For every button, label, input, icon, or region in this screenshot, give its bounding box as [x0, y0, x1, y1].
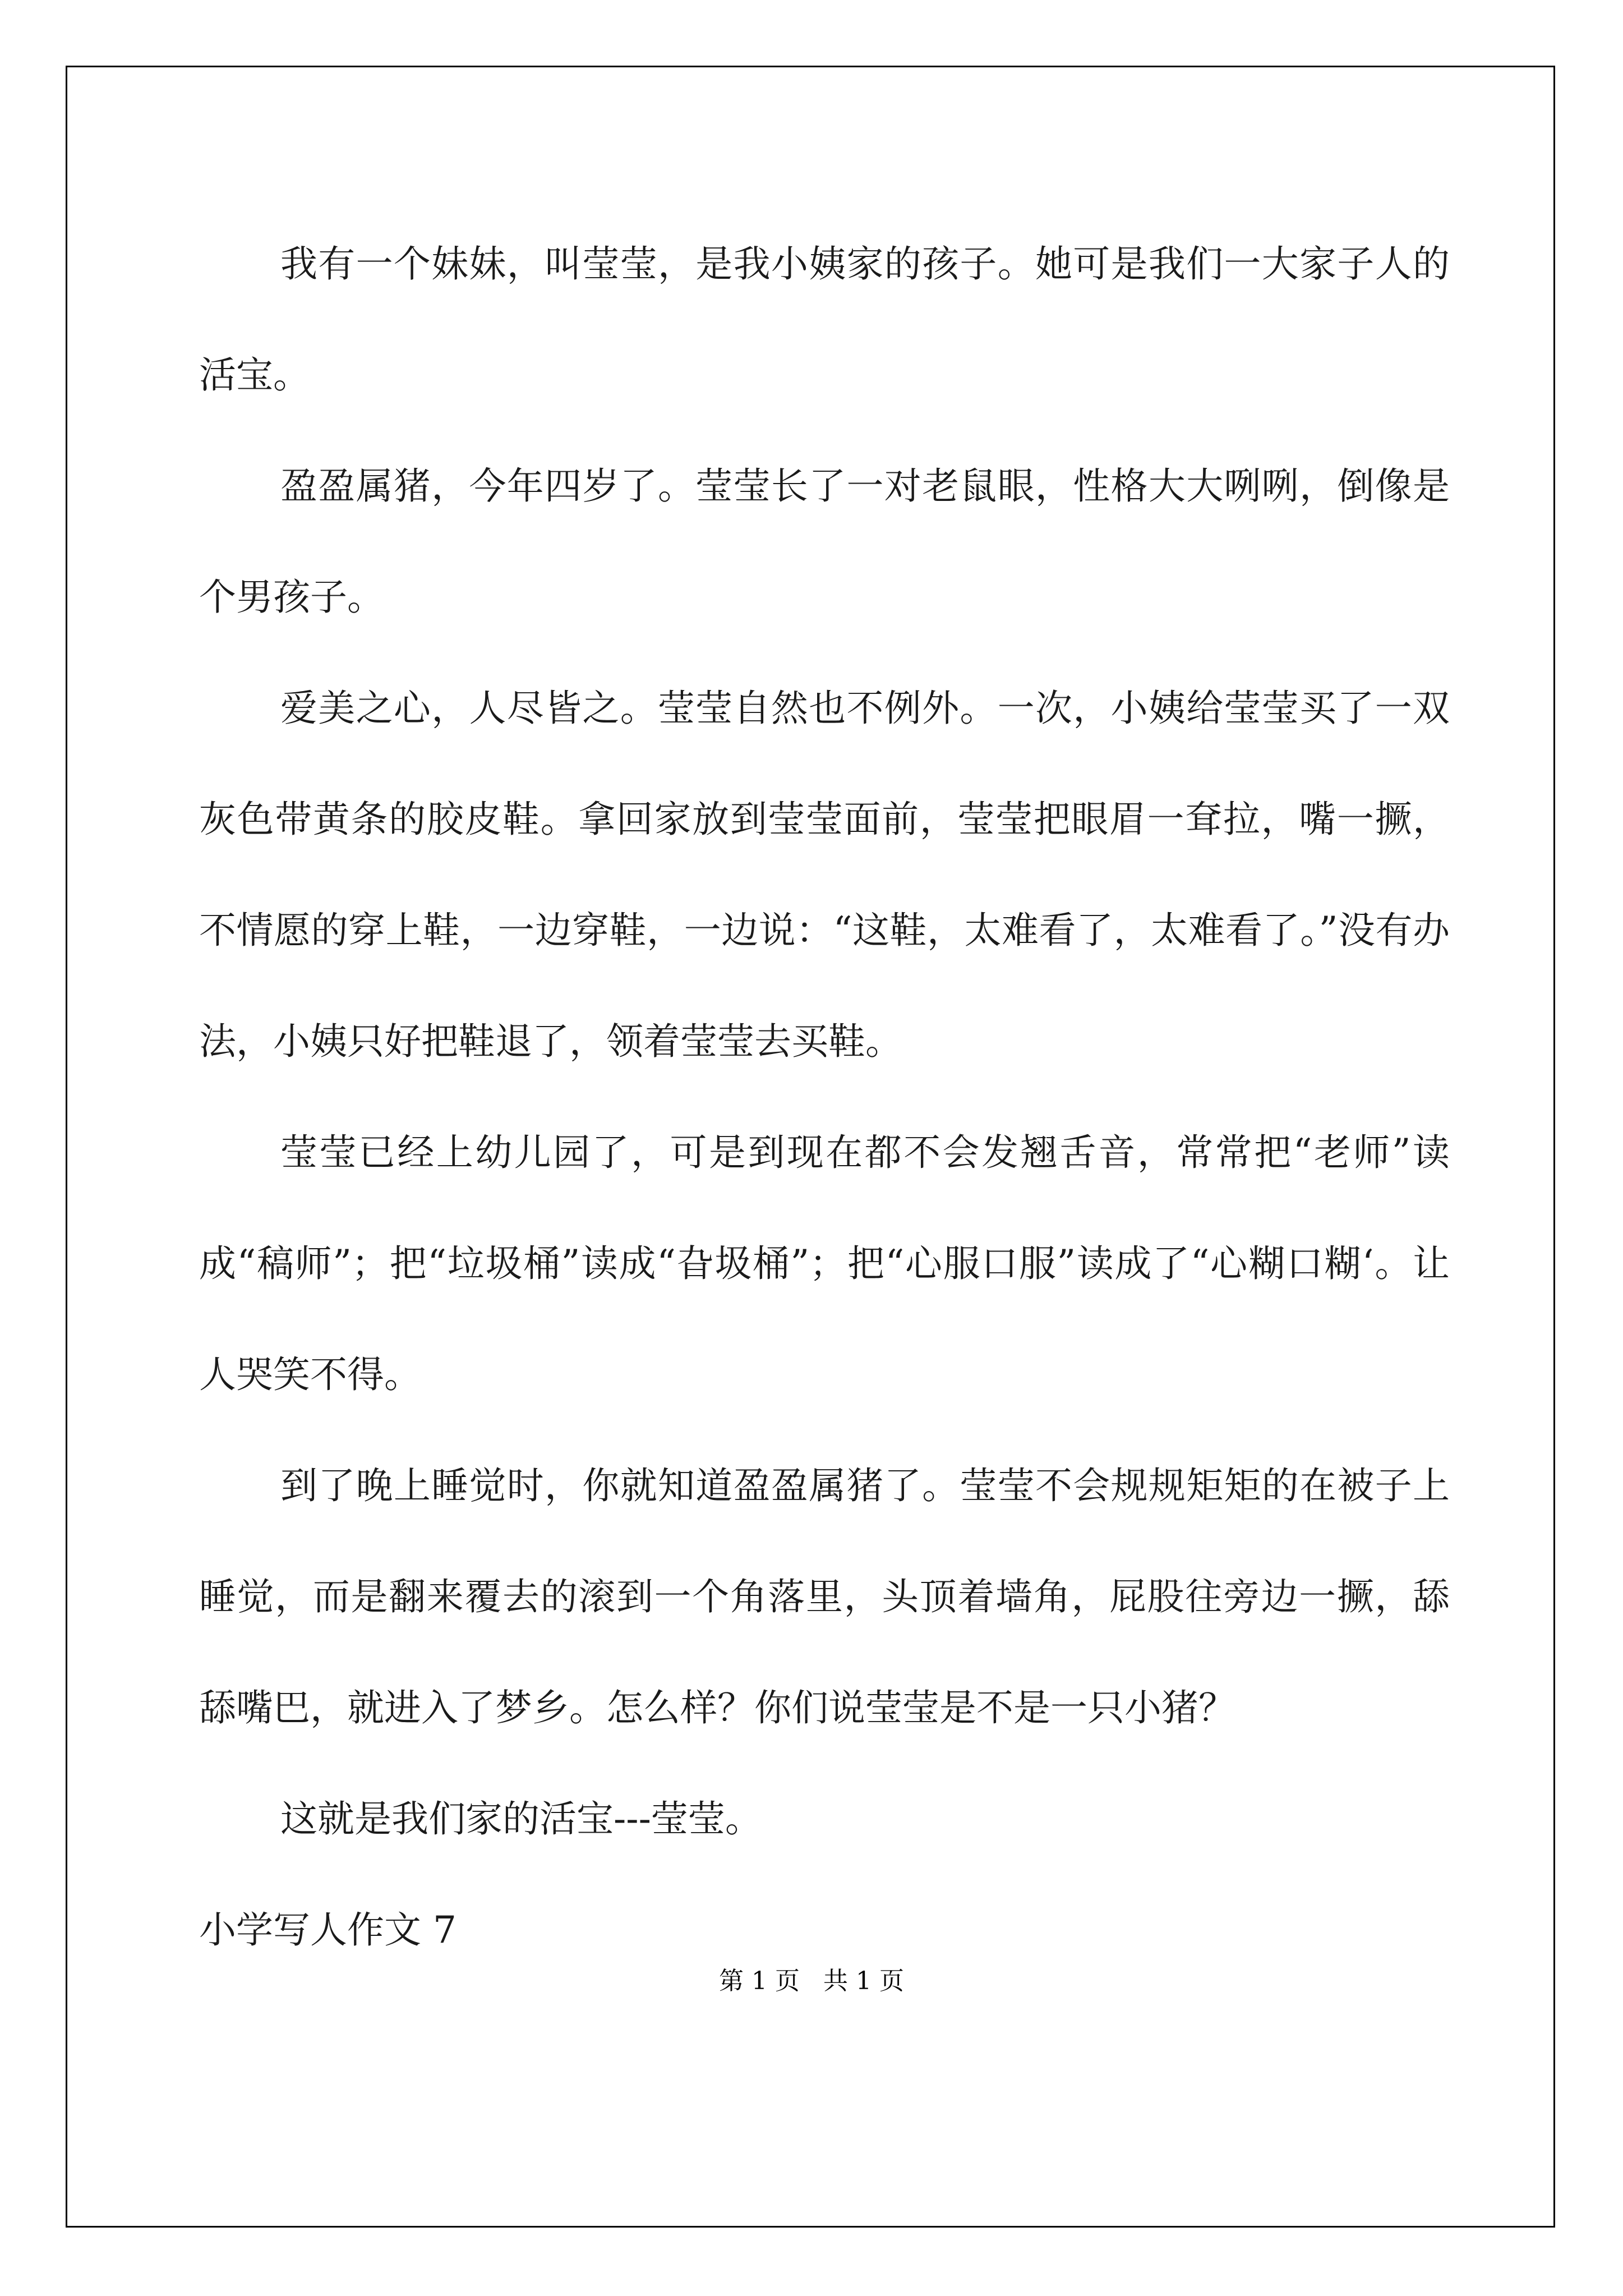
- page-number-footer: 第 1 页 共 1 页: [719, 1967, 904, 1995]
- paragraph-5: 到了晚上睡觉时，你就知道盈盈属猪了。莹莹不会规规矩矩的在被子上睡觉，而是翻来覆去的滚到一个角落里，头顶着墙角，屁股往旁边一撅，舔舔嘴巴，就进入了梦乡。怎么样？你们说莹莹是不是一只小猪？: [199, 1464, 1450, 1729]
- paragraph-1: 我有一个妹妹，叫莹莹，是我小姨家的孩子。她可是我们一大家子人的活宝。: [199, 242, 1450, 397]
- paragraph-6: 这就是我们家的活宝---莹莹。: [280, 1797, 762, 1841]
- paragraph-2: 盈盈属猪，今年四岁了。莹莹长了一对老鼠眼，性格大大咧咧，倒像是个男孩子。: [199, 464, 1450, 619]
- next-essay-title: 小学写人作文 7: [199, 1908, 457, 1952]
- paragraph-3: 爱美之心，人尽皆之。莹莹自然也不例外。一次，小姨给莹莹买了一双灰色带黄条的胶皮鞋。拿回家放到莹莹面前，莹莹把眼眉一耷拉，嘴一撅，不情愿的穿上鞋，一边穿鞋，一边说：“这鞋，太难看了，太难看了。”没有办法，小姨只好把鞋退了，领着莹莹去买鞋。: [199, 687, 1450, 1063]
- document-body: [199, 209, 1450, 1986]
- paragraph-4: 莹莹已经上幼儿园了，可是到现在都不会发翘舌音，常常把“老师”读成“稿师”；把“垃圾桶”读成“旮圾桶”；把“心服口服”读成了“心糊口糊‘。让人哭笑不得。: [199, 1131, 1450, 1396]
